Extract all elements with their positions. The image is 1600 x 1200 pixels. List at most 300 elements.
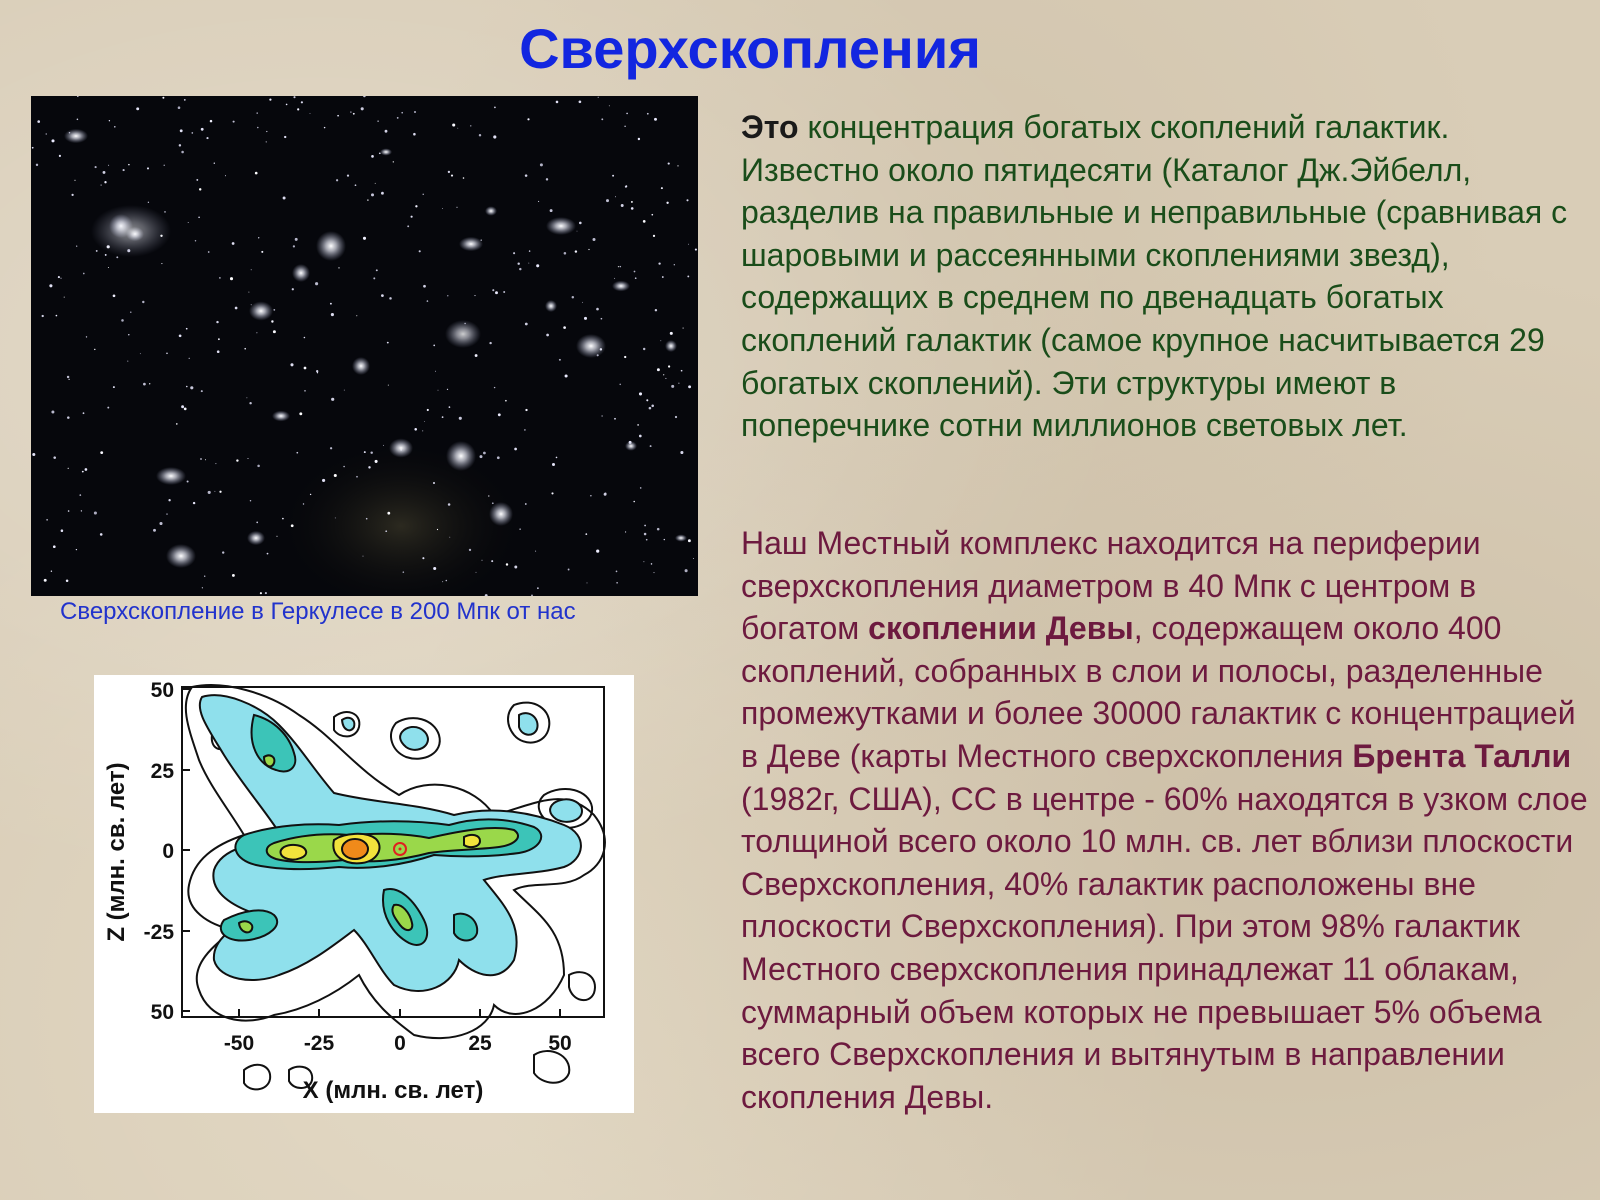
star [525,409,527,411]
star [66,580,69,583]
star [344,390,345,391]
star [403,571,405,573]
star [250,500,251,501]
star [565,374,568,377]
star [687,275,689,277]
star [654,572,655,573]
star [385,530,387,532]
star [497,456,500,459]
star [363,556,364,557]
star [524,429,526,431]
star [442,416,444,418]
map-x-axis-label: X (млн. св. лет) [302,1077,484,1104]
star [587,582,588,583]
star [442,581,443,582]
galaxy [64,129,88,143]
star [76,549,77,550]
star [633,501,635,503]
star [68,468,69,469]
star [433,345,435,347]
star [293,245,295,247]
star [291,524,294,527]
star [108,267,109,268]
star [414,111,416,113]
star [59,155,61,157]
star [427,300,429,302]
star [665,378,666,379]
star [324,127,325,128]
star [655,309,657,311]
star [256,522,258,524]
star [32,453,35,456]
star [71,194,73,196]
star [273,309,275,311]
star [670,332,673,335]
star [488,495,489,496]
star [640,487,642,489]
galaxy [156,467,186,485]
star [519,268,521,270]
star [251,304,252,305]
star [74,180,75,181]
star [283,197,286,200]
star [604,493,606,495]
star [525,503,527,505]
x-tick-label: -50 [223,1032,255,1055]
star [556,457,558,459]
star [688,244,689,245]
star [393,161,394,162]
star [517,262,519,264]
star [77,119,79,121]
star [619,384,620,385]
star [216,321,218,323]
star [688,385,691,388]
star [260,592,262,594]
star [474,295,475,296]
star [601,118,603,120]
star [206,137,208,139]
star [385,130,388,133]
brent-tully-name: Брента Талли [1352,737,1572,774]
galaxy [612,281,630,292]
star [142,301,144,303]
description-text: концентрация богатых скоплений галактик. Известно около пятидесяти (Каталог Дж.Эйбелл, разделив на правильные и неправильные (сравнивая с шаровыми и рассеянными скоплениями звезд), содержащих в среднем по двенадцать богатых скоплений галактик (самое крупное насчитывается 29 богатых скоплений). Эти структуры имеют в поперечнике сотни миллионов световых лет. [741,109,1568,444]
lead-word: Это [741,109,799,145]
star [195,240,196,241]
star [179,334,182,337]
star [251,269,252,270]
star [631,201,633,203]
star [364,451,366,453]
star [68,379,69,380]
virgo-cluster-term: скоплении Девы [868,610,1134,647]
star [427,409,429,411]
star [282,518,284,520]
star [210,120,213,123]
star [616,571,618,573]
star [255,172,258,175]
star [582,302,583,303]
star [225,175,226,176]
star [184,99,186,101]
star [143,383,146,386]
star [347,175,349,177]
star [217,350,220,353]
star [331,398,334,401]
star [86,336,87,337]
star [383,445,384,446]
star [104,181,106,183]
star [469,549,471,551]
star [248,292,249,293]
star [495,291,498,294]
star [128,164,130,166]
star [94,349,95,350]
star [529,250,530,251]
star [94,511,97,514]
star [624,356,626,358]
star [293,96,295,98]
star [331,313,334,316]
star [56,315,58,317]
star [64,297,65,298]
star [568,569,570,571]
star [449,537,450,538]
star [83,412,85,414]
star [214,491,215,492]
star [136,107,139,110]
star [334,474,337,477]
galaxy [485,206,497,216]
star [114,126,116,128]
star [79,494,81,496]
star [36,164,38,166]
star [584,317,587,320]
star [514,566,517,569]
star [626,113,628,115]
star [643,220,646,223]
star [375,460,378,463]
star [85,468,88,471]
star [635,277,637,279]
star [463,177,465,179]
star [107,407,109,409]
star [113,386,115,388]
star [519,528,520,529]
p2-part3: (1982г, США), СС в центре - 60% находятся в узком слое толщиной всего около 10 млн. св. лет вблизи плоскости Сверхскопления, 40% галактик расположены вне плоскости Сверхскопления). При этом 98% галактик Местного сверхскопления принадлежат 11 облакам, суммарный объем которых не превышает 5% объема всего Сверхскопления и вытянутым в направлении скопления Девы. [741,780,1588,1115]
star [546,178,548,180]
star [108,165,109,166]
star [624,126,625,127]
star [538,201,539,202]
star [267,553,269,555]
star [446,580,448,582]
local-supercluster-contour-map [94,675,634,1113]
star [552,463,555,466]
star [381,294,384,297]
star [482,560,483,561]
star [579,222,582,225]
star [513,252,515,254]
star [609,105,610,106]
star [693,558,694,559]
star [67,416,70,419]
star [222,551,224,553]
map-y-axis-label: Z (млн. св. лет) [103,762,130,942]
galaxy [665,340,677,352]
star [389,297,392,300]
star [606,199,609,202]
y-tick-label: 50 [150,1001,174,1024]
galaxy [446,441,476,471]
star [373,277,375,279]
star [296,452,298,454]
star [367,199,368,200]
star [235,307,238,310]
star [249,402,251,404]
star [42,315,44,317]
star [683,328,684,329]
star [343,466,345,468]
star [451,175,453,177]
star [164,165,165,166]
star [637,424,639,426]
star [588,249,589,250]
star [506,563,508,565]
star [686,199,688,201]
galaxy [445,320,481,348]
star [492,502,494,504]
star [528,263,529,264]
star [290,363,293,366]
star [651,214,653,216]
star [256,332,257,333]
star [180,129,183,132]
star [61,529,64,532]
star [457,128,458,129]
star [337,115,339,117]
star [356,315,357,316]
star [161,263,162,264]
star [310,494,311,495]
star [480,455,483,458]
star [166,353,168,355]
star [149,383,150,384]
star [596,308,599,311]
star [113,294,116,297]
star [491,560,493,562]
p2-part1: Наш Местный комплекс находится на периферии сверхскопления диаметром в 40 Мпк с центром в богатом [741,525,1481,647]
star [37,120,40,123]
star [483,452,486,455]
star [178,106,181,109]
star [381,192,384,195]
star [650,445,652,447]
star [433,482,435,484]
star [447,295,448,296]
star [363,237,366,240]
star [435,371,436,372]
star [67,376,69,378]
y-tick-label: 25 [150,760,174,783]
star [295,238,298,241]
y-tick-label: -25 [143,921,174,944]
star [646,399,648,401]
star [199,188,201,190]
star [680,451,683,454]
star [271,320,273,322]
star [424,421,425,422]
star [668,365,670,367]
star [159,522,162,525]
star [116,256,118,258]
local-supercluster-description [741,522,1591,1118]
star [572,296,574,298]
star [166,513,167,514]
star [651,563,653,565]
star [447,389,448,390]
star [299,412,302,415]
star [190,386,193,389]
star [162,97,164,99]
slide-title: Сверхскопления [519,17,981,80]
galaxy [545,300,557,312]
galaxy [546,217,576,235]
star [387,512,390,515]
galaxy [316,231,346,261]
star [423,285,426,288]
star [615,196,616,197]
star [371,193,374,196]
star [546,334,549,337]
galaxy [249,301,273,320]
star [540,163,543,166]
star [284,136,286,138]
star [198,216,200,218]
star [105,254,107,256]
galaxy [247,531,265,545]
star [448,171,450,173]
star [475,354,478,357]
star [196,179,198,181]
star [407,225,409,227]
star [657,528,660,531]
galaxy [675,534,687,541]
star [261,251,263,253]
star [377,120,378,121]
star [265,592,267,594]
star [498,413,501,416]
star [625,185,627,187]
x-tick-label: 50 [548,1032,572,1055]
star [494,387,495,388]
star [492,289,494,291]
galaxy [166,544,196,568]
supercluster-description [741,106,1581,447]
star [653,235,655,237]
star [187,480,189,482]
star [422,557,424,559]
galaxy [389,438,413,457]
star [366,518,368,520]
star [625,531,626,532]
star [244,348,246,350]
star [76,246,77,247]
star [127,361,128,362]
star [276,536,277,537]
star [649,407,652,410]
star [476,572,477,573]
galaxy [459,237,483,251]
star [564,252,567,255]
star [639,392,642,395]
star [49,284,52,287]
star [301,101,303,103]
star [204,576,205,577]
star [452,123,455,126]
star [202,587,203,588]
star [51,139,54,142]
star [103,171,106,174]
star [536,264,539,267]
star [675,416,677,418]
star [688,539,691,542]
star [423,194,424,195]
photo-caption: Сверхскопление в Геркулесе в 200 Мпк от нас [60,598,576,625]
star [96,250,98,252]
star [356,476,358,478]
star [678,383,679,384]
star [128,334,129,335]
hercules-supercluster-photo [31,96,698,596]
star [514,448,517,451]
star [621,204,624,207]
star [51,411,54,414]
star [643,348,645,350]
star [83,273,85,275]
star [493,135,496,138]
star [442,208,443,209]
star [247,458,248,459]
star [81,510,82,511]
star [153,529,156,532]
star [188,222,189,223]
star [618,266,619,267]
star [415,205,417,207]
star [577,231,578,232]
star [121,319,124,322]
star [147,167,149,169]
star [232,574,235,577]
star [556,101,559,104]
star [459,417,462,420]
star [638,138,640,140]
star [639,435,642,438]
star [643,561,644,562]
star [375,183,376,184]
star [593,238,596,241]
star [181,405,184,408]
star [662,276,664,278]
star [82,471,84,473]
star [95,166,97,168]
star [401,112,403,114]
star [322,479,325,482]
star [575,250,577,252]
star [317,372,318,373]
star [677,165,678,166]
